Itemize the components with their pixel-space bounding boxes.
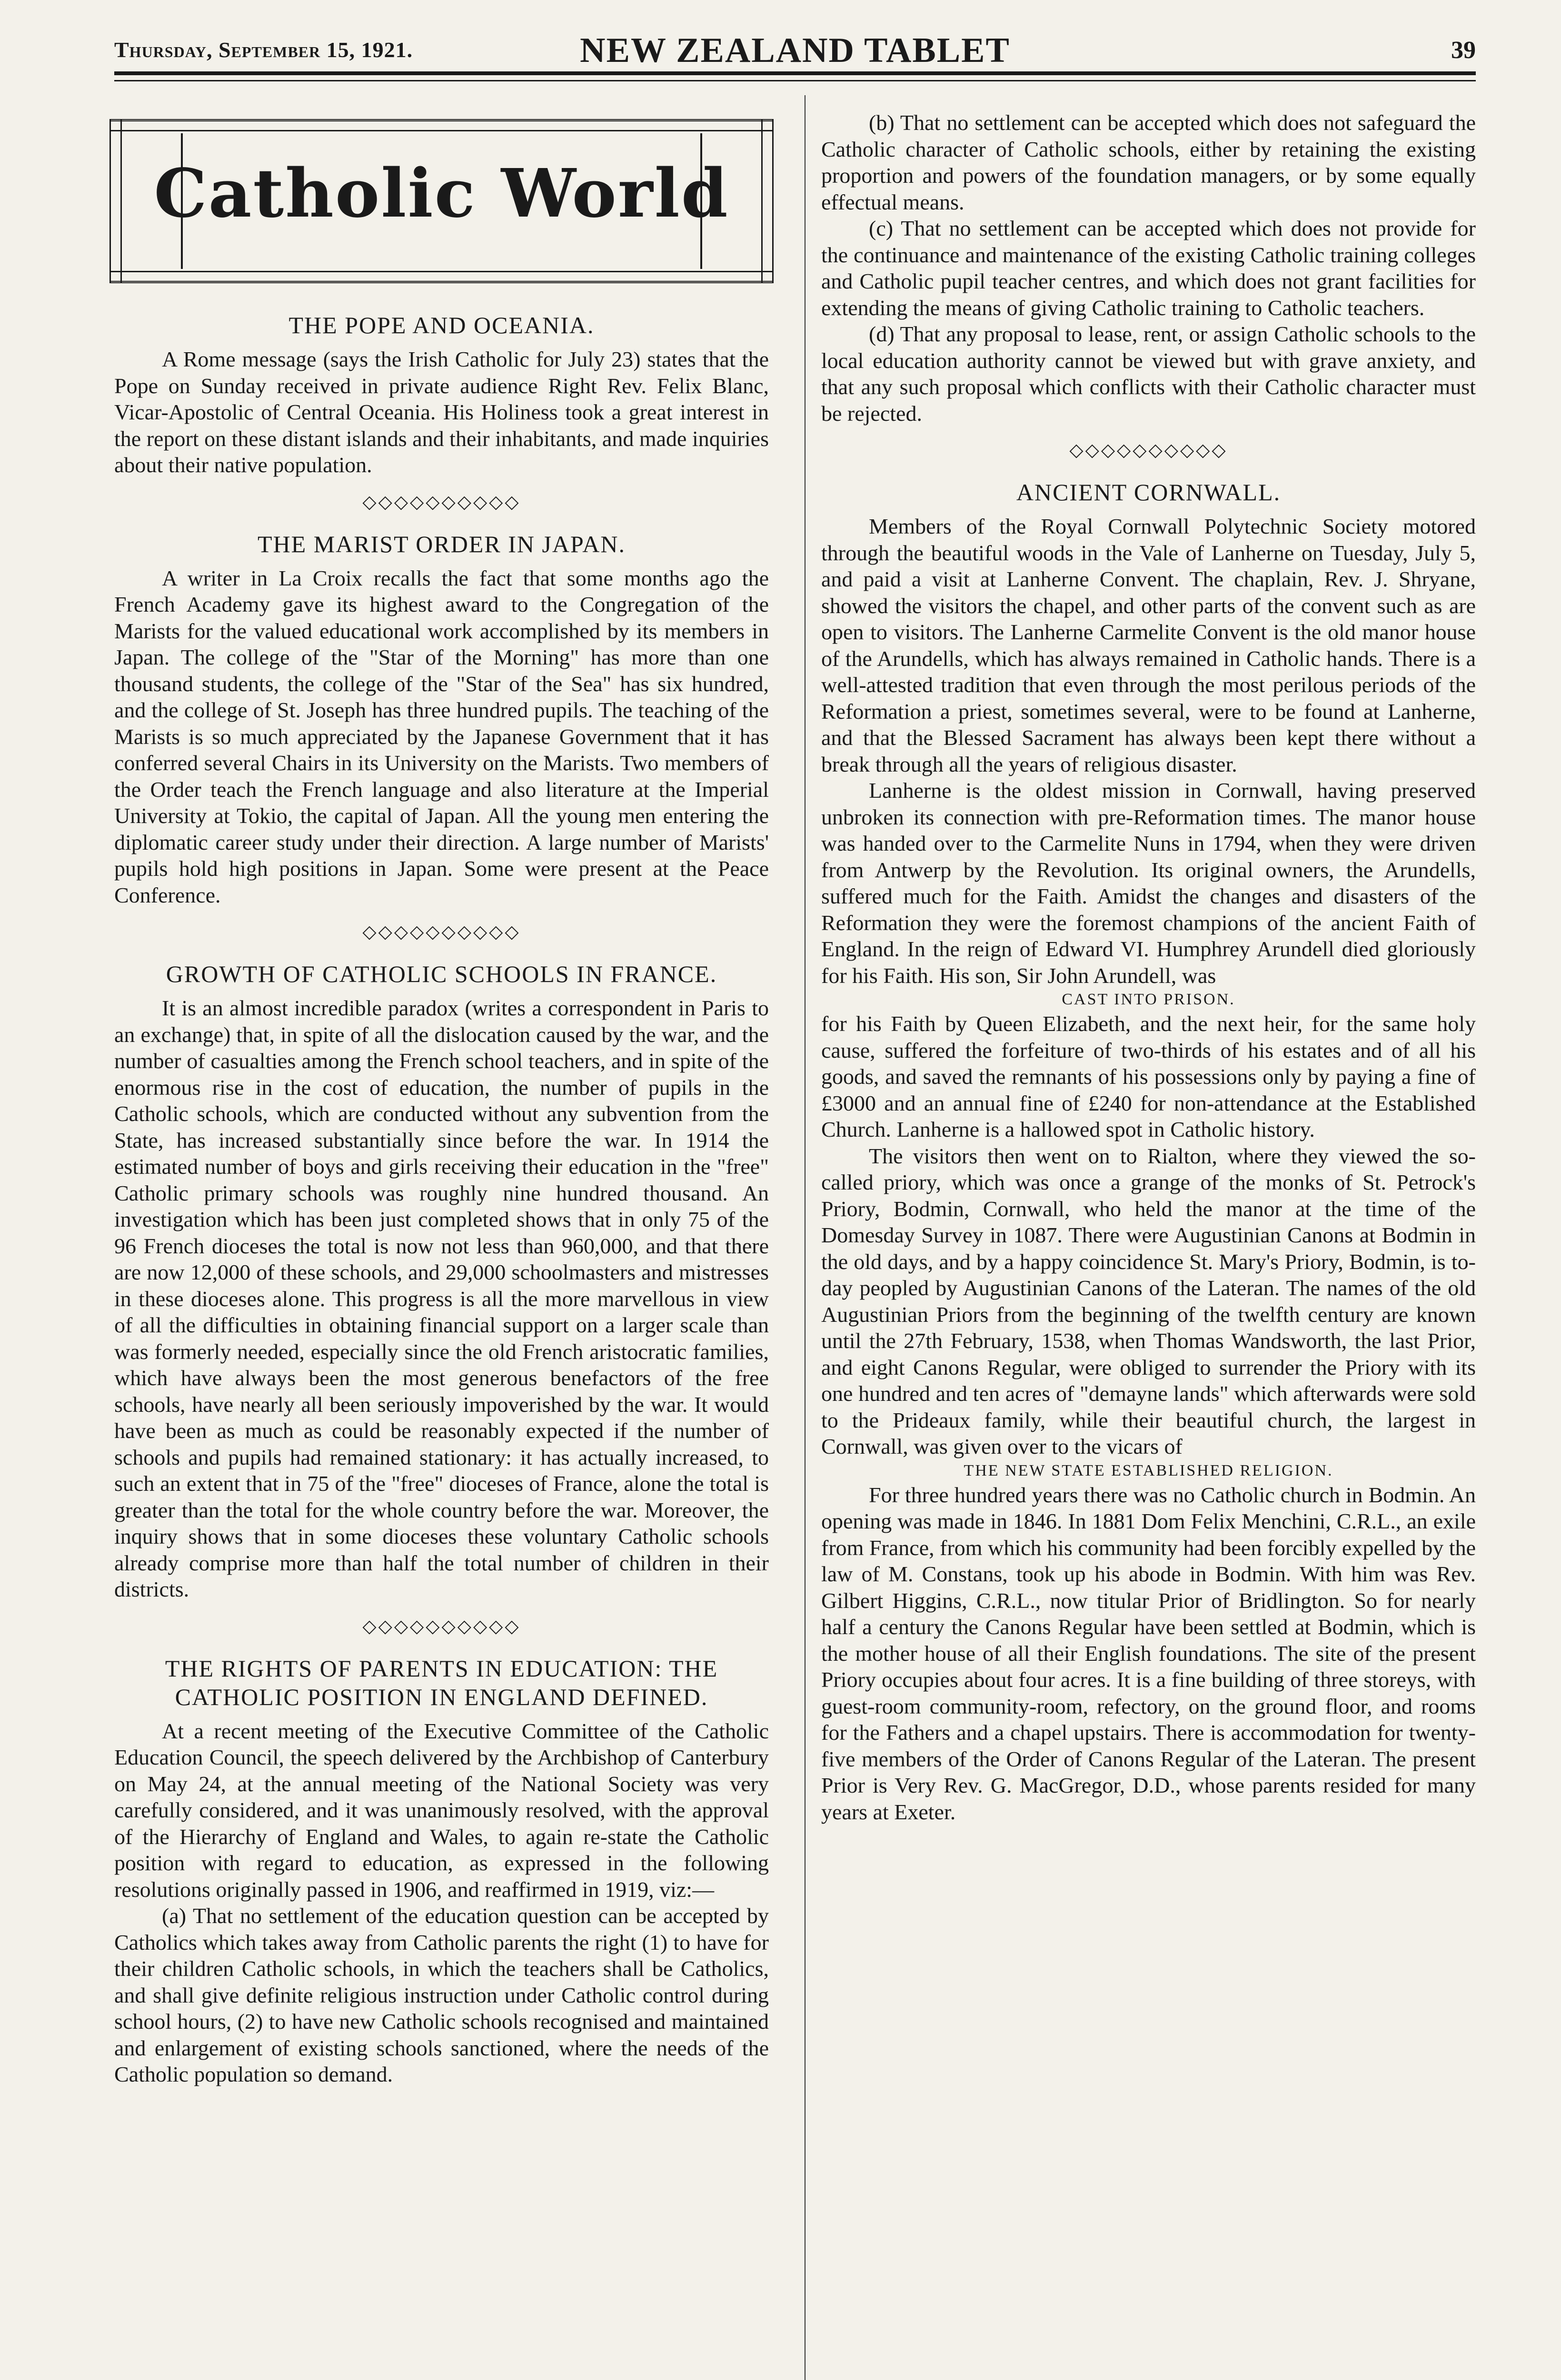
left-column: [114, 109, 769, 2088]
header-rule: [114, 71, 1476, 75]
article-body-cornwall-3: for his Faith by Queen Elizabeth, and the next heir, for the same holy cause, suffered the forfeiture of two-thirds of his estates and of all his goods, and saved the remnants of his possessions only by paying a fine of £3000 and an annual fine of £240 for non-attendance at the Established Church. Lanherne is a hallowed spot in Catholic history.: [821, 1012, 1476, 1141]
section-title: Catholic World: [154, 155, 729, 233]
article-body-france: It is an almost incredible paradox (writes a correspondent in Paris to an exchange) that, in spite of all the dislocation caused by the war, and the number of casualties among the French school teachers, and in spite of the enormous rise in the cost of education, the number of pupils in the Catholic schools, which are conducted without any subvention from the State, has increased substantially since before the war. In 1914 the estimated number of boys and girls receiving their education in the "free" Catholic primary schools was roughly nine hundred thousand. An investigation which has been just completed shows that in only 75 of the 96 French dioceses the total is now not less than 960,000, and that there are now 12,000 of these schools, and 29,000 schoolmasters and mistresses in these dioceses alone. This progress is all the more marvellous in view of all the difficulties in obtaining financial support on a larger scale than was formerly needed, especially since the old French aristocratic families, which have always been the most generous benefactors of the free schools, have nearly all been seriously impoverished by the war. It would have been as much as could be reasonably expected if the number of schools and pupils had remained stationary: it has actually increased, to such an extent that in 75 of the "free" dioceses of France, alone the total is greater than the total for the whole country before the war. Moreover, the inquiry shows that in some dioceses these voluntary Catholic schools already comprise more than half the total number of children in their districts.: [114, 996, 769, 1601]
diamond-ornament-divider: ◇◇◇◇◇◇◇◇◇◇: [1069, 440, 1228, 460]
article-heading-marist: THE MARIST ORDER IN JAPAN.: [258, 530, 626, 557]
article-body-pope: A Rome message (says the Irish Catholic for July 23) states that the Pope on Sunday received in private audience Right Rev. Felix Blanc, Vicar-Apostolic of Central Oceania. His Holiness took a great interest in the report on these distant islands and their inhabitants, and made inquiries about their native population.: [114, 347, 769, 477]
article-body-cornwall-4: The visitors then went on to Rialton, where they viewed the so-called priory, which was once a grange of the monks of St. Petrock's Priory, Bodmin, Cornwall, who held the manor at the time of the Domesday Survey in 1087. There were Augustinian Canons at Bodmin in the old days, and by a happy coincidence St. Mary's Priory, Bodmin, is to-day peopled by Augustinian Canons of the Lateran. The names of the old Augustinian Priors from the beginning of the twelfth century are known until the 27th February, 1538, when Thomas Wandsworth, the last Prior, and eight Canons Regular, were obliged to surrender the Priory with its one hundred and ten acres of "demayne lands" which afterwards were sold to the Prideaux family, while their beautiful church, the largest in Cornwall, was given over to the vicars of: [821, 1143, 1476, 1458]
diamond-ornament-divider: ◇◇◇◇◇◇◇◇◇◇: [362, 1616, 521, 1636]
resolution-d: (d) That any proposal to lease, rent, or assign Catholic schools to the local education authority cannot be viewed but with grave anxiety, and that any such proposal which conflicts with their Catholic character must be rejected.: [821, 322, 1476, 426]
subheading-state-religion: THE NEW STATE ESTABLISHED RELIGION.: [964, 1461, 1333, 1479]
page-number: 39: [1451, 37, 1476, 64]
right-column: [821, 109, 1476, 1825]
article-heading-pope: THE POPE AND OCEANIA.: [288, 312, 595, 338]
article-body-cornwall-1: Members of the Royal Cornwall Polytechnic Society motored through the beautiful woods in the Vale of Lanherne on Tuesday, July 5, and paid a visit at Lanherne Convent. The chaplain, Rev. J. Shryane, showed the visitors the chapel, and other parts of the convent such as are open to visitors. The Lanherne Carmelite Convent is the old manor house of the Arundells, which has always remained in Catholic hands. There is a well-attested tradition that even through the most perilous periods of the Reformation a priest, sometimes several, were to be found at Lanherne, and that the Blessed Sacrament has always been kept there without a break through all the years of religious disaster.: [821, 514, 1476, 776]
article-body-cornwall-5: For three hundred years there was no Catholic church in Bodmin. An opening was made in 1846. In 1881 Dom Felix Menchini, C.R.L., an exile from France, from which his community had been forcibly expelled by the law of M. Constans, took up his abode in Bodmin. With him was Rev. Gilbert Higgins, C.R.L., now titular Prior of Bridlington. So for nearly half a century the Canons Regular have been settled at Bodmin, which is the mother house of all their English foundations. The site of the present Priory occupies about four acres. It is a fine building of three storeys, with guest-room community-room, refectory, on the ground floor, and rooms for the Fathers and a chapel upstairs. There is accommodation for twenty-five members of the Order of Canons Regular of the Lateran. The present Prior is Very Rev. G. MacGregor, D.D., whose parents resided for many years at Exeter.: [821, 1482, 1476, 1824]
masthead-title: NEW ZEALAND TABLET: [580, 31, 1010, 70]
diamond-ornament-divider: ◇◇◇◇◇◇◇◇◇◇: [362, 492, 521, 512]
resolution-b: (b) That no settlement can be accepted which does not safeguard the Catholic character of Catholic schools, either by retaining the existing proportion and powers of the foundation managers, or by some equally effectual means.: [821, 110, 1476, 214]
issue-date: Thursday, September 15, 1921.: [114, 38, 413, 62]
subheading-cast-into-prison: CAST INTO PRISON.: [1062, 991, 1235, 1008]
header-rule-thin: [114, 80, 1476, 81]
article-body-rights: At a recent meeting of the Executive Committee of the Catholic Education Council, the speech delivered by the Archbishop of Canterbury on May 24, at the annual meeting of the National Society was very carefully considered, and it was unanimously resolved, with the approval of the Hierarchy of England and Wales, to again re-state the Catholic position with regard to education, as expressed in the following resolutions originally passed in 1906, and reaffirmed in 1919, viz:—: [114, 1718, 769, 1902]
resolution-a: (a) That no settlement of the education question can be accepted by Catholics which takes away from Catholic parents the right (1) to have for their children Catholic schools, in which the teachers shall be Catholics, and shall give definite religious instruction under Catholic control during school hours, (2) to have new Catholic schools recognised and maintained and enlargement of existing schools sanctioned, where the needs of the Catholic population so demand.: [114, 1904, 769, 2086]
article-body-marist: A writer in La Croix recalls the fact that some months ago the French Academy gave its highest award to the Congregation of the Marists for the valued educational work accomplished by its members in Japan. The college of the "Star of the Morning" has more than one thousand students, the college of the "Star of the Sea" has six hundred, and the college of St. Joseph has three hundred pupils. The teaching of the Marists is so much appreciated by the Japanese Government that it has conferred several Chairs in its University on the Marists. Two members of the Order teach the French language and also literature at the Imperial University at Tokio, the capital of Japan. All the young men entering the diplomatic career study under their direction. A large number of Marists' pupils hold high positions in Japan. Some were present at the Peace Conference.: [114, 565, 769, 907]
resolution-c: (c) That no settlement can be accepted which does not provide for the continuance and maintenance of the existing Catholic training colleges and Catholic pupil teacher centres, and which does not grant facilities for extending the means of giving Catholic training to Catholic teachers.: [821, 216, 1476, 320]
diamond-ornament-divider: ◇◇◇◇◇◇◇◇◇◇: [362, 922, 521, 942]
section-banner: [109, 109, 774, 293]
article-heading-rights: THE RIGHTS OF PARENTS IN EDUCATION: THE CATHOLIC POSITION IN ENGLAND DEFINED.: [165, 1655, 718, 1710]
article-body-cornwall-2: Lanherne is the oldest mission in Cornwall, having preserved unbroken its connection with pre-Reformation times. The manor house was handed over to the Carmelite Nuns in 1794, when they were driven from Antwerp by the Revolution. Its original owners, the Arundells, suffered much for the Faith. Amidst the changes and disasters of the Reformation they were the foremost champions of the ancient Faith of England. In the reign of Edward VI. Humphrey Arundell died gloriously for his Faith. His son, Sir John Arundell, was: [821, 778, 1476, 988]
article-heading-cornwall: ANCIENT CORNWALL.: [1016, 479, 1281, 506]
article-heading-france: GROWTH OF CATHOLIC SCHOOLS IN FRANCE.: [166, 961, 717, 987]
